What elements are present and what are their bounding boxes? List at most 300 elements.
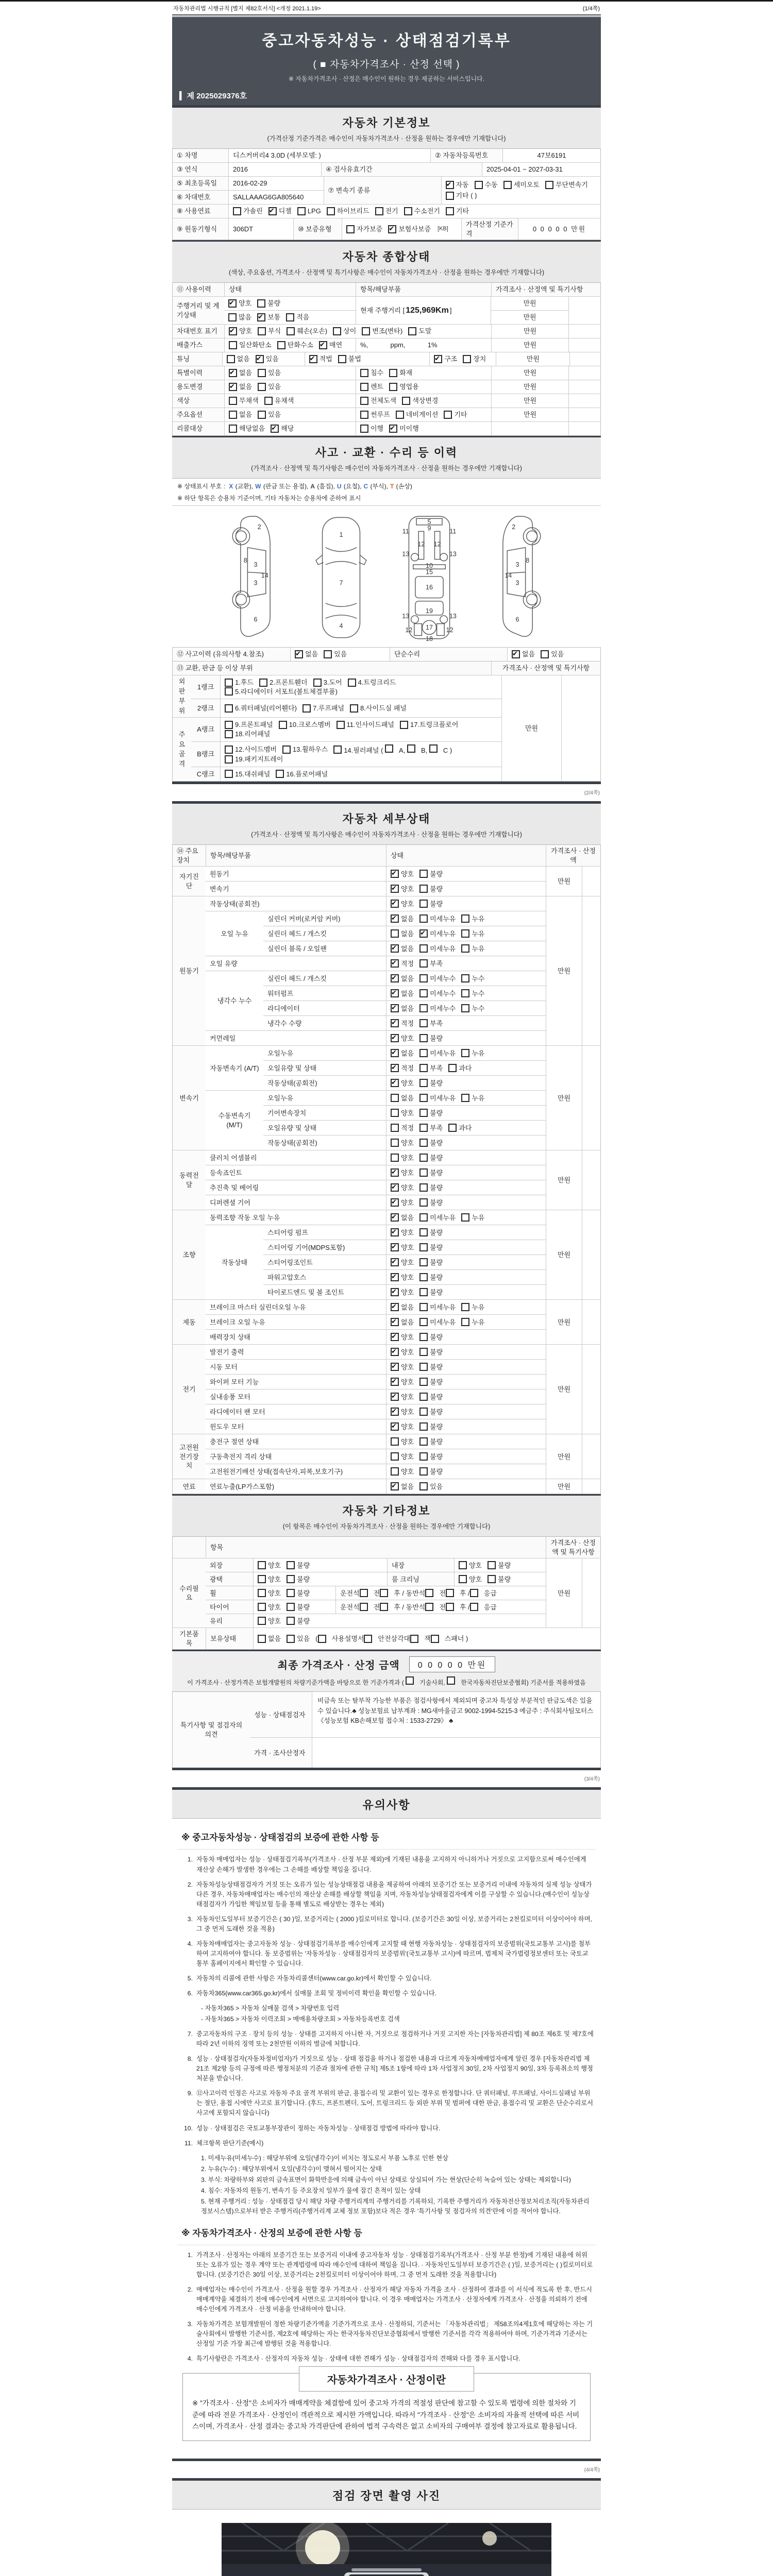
checkbox-item — [425, 1589, 433, 1597]
checkbox[interactable] — [391, 1124, 399, 1132]
other-info-table — [172, 1537, 601, 1650]
checkbox[interactable] — [425, 1589, 433, 1597]
checkbox[interactable] — [258, 383, 266, 391]
checkbox[interactable] — [360, 397, 368, 405]
checkbox-checked[interactable] — [391, 1482, 399, 1490]
checkbox-checked[interactable] — [256, 355, 264, 363]
checkbox[interactable] — [303, 704, 311, 713]
checkbox[interactable] — [541, 650, 549, 658]
checkbox[interactable] — [257, 299, 265, 308]
item-label: 등속죠인트 — [210, 1168, 242, 1177]
notice-item-number: 3. — [187, 1915, 193, 1923]
checkbox[interactable] — [419, 1243, 428, 1251]
checkbox[interactable] — [287, 327, 295, 335]
checkbox-item — [346, 225, 382, 234]
checkbox-checked[interactable] — [391, 900, 399, 908]
text-fragment: A, — [399, 746, 407, 754]
checkbox[interactable] — [282, 745, 291, 754]
checkbox[interactable] — [461, 914, 469, 923]
checkbox[interactable] — [338, 355, 346, 363]
checkbox-label: 없음 — [401, 1213, 414, 1222]
checkbox-item — [391, 1258, 414, 1267]
checkbox[interactable] — [297, 207, 306, 215]
status-checks — [386, 971, 546, 986]
checkbox-label: 전기 — [385, 207, 398, 215]
checkbox-checked[interactable] — [391, 989, 399, 997]
legend-desc: (손상) — [394, 483, 412, 490]
device-row — [206, 1449, 546, 1464]
notice-item-text: 중고자동차의 구조 · 장치 등의 성능 · 상태를 고지하지 아니한 자, 거짓으로 점검하거나 거짓 고지한 자는 [자동차관리법] 제 80조 제6호 및 제7호에 따라 2년 이하의 징역 또는 2천만원 이하의 벌금에 처합니다. — [196, 2030, 594, 2048]
checkbox[interactable] — [233, 207, 241, 215]
checkbox[interactable] — [225, 687, 233, 696]
rank-items — [220, 699, 501, 717]
checkbox-checked[interactable] — [229, 327, 237, 335]
checkbox[interactable] — [419, 1124, 428, 1132]
item-label: 타이로드엔드 및 볼 조인트 — [267, 1288, 344, 1296]
item-label: 기어변속장치 — [267, 1109, 307, 1117]
checkbox[interactable] — [419, 1079, 428, 1087]
checkbox[interactable] — [419, 1348, 428, 1356]
checkbox-item — [402, 396, 438, 405]
checkbox[interactable] — [419, 1288, 428, 1296]
checkbox-label: 자동 — [456, 180, 469, 189]
item-label: 동력조향 작동 오일 누유 — [210, 1213, 280, 1222]
checkbox[interactable] — [461, 1303, 469, 1311]
checkbox[interactable] — [461, 1004, 469, 1012]
checkbox[interactable] — [337, 721, 345, 729]
checkbox[interactable] — [461, 929, 469, 938]
item-label: 변속기 — [210, 885, 229, 893]
checkbox[interactable] — [228, 313, 237, 321]
checkbox[interactable] — [419, 989, 428, 997]
checkbox[interactable] — [348, 679, 356, 687]
checkbox-checked[interactable] — [391, 1422, 399, 1431]
checkbox-checked[interactable] — [268, 207, 277, 215]
checkbox[interactable] — [258, 1617, 266, 1625]
checkbox-item — [287, 1589, 310, 1598]
checkbox-item — [228, 313, 251, 322]
checkbox[interactable] — [346, 225, 355, 233]
checkbox[interactable] — [419, 1228, 428, 1236]
checkbox-item — [258, 1589, 281, 1598]
checkbox[interactable] — [259, 679, 267, 687]
checkbox-checked[interactable] — [434, 355, 442, 363]
svg-text:12: 12 — [417, 540, 425, 548]
checkbox-checked[interactable] — [512, 650, 520, 658]
item-label: 실린더 헤드 / 개스킷 — [267, 974, 327, 982]
device-rows — [206, 1210, 546, 1299]
checkbox-checked[interactable] — [391, 1258, 399, 1266]
device-subgroup — [206, 1046, 546, 1090]
panel-item — [225, 730, 270, 739]
checkbox-checked[interactable] — [389, 425, 397, 433]
checkbox[interactable] — [419, 1333, 428, 1341]
checkbox[interactable] — [461, 1318, 469, 1326]
checkbox-checked[interactable] — [309, 355, 317, 363]
checkbox-checked[interactable] — [257, 313, 265, 321]
notice-item — [179, 2354, 594, 2364]
checkbox[interactable] — [360, 411, 368, 419]
checkbox[interactable] — [419, 1273, 428, 1281]
checkbox[interactable] — [391, 1467, 399, 1476]
checkbox-checked[interactable] — [391, 1348, 399, 1356]
checkbox[interactable] — [419, 914, 428, 923]
checkbox[interactable] — [258, 1589, 266, 1597]
checkbox-checked[interactable] — [391, 1363, 399, 1371]
checkbox[interactable] — [419, 1393, 428, 1401]
checkbox[interactable] — [446, 1589, 454, 1597]
checkbox[interactable] — [225, 730, 233, 738]
checkbox-item — [461, 944, 484, 954]
checkbox[interactable] — [391, 1452, 399, 1461]
checkbox-label: 없음 — [401, 929, 414, 938]
checkbox[interactable] — [391, 1154, 399, 1162]
checkbox-item — [391, 1154, 414, 1163]
text-fragment: 운전석 — [340, 1589, 360, 1597]
checkbox-label: 적법 — [319, 355, 332, 363]
checkbox[interactable] — [333, 327, 341, 335]
price-appraisal-info-box — [182, 2373, 591, 2441]
checkbox[interactable] — [419, 1109, 428, 1117]
checkbox-item — [391, 1019, 414, 1028]
checkbox-checked[interactable] — [391, 885, 399, 893]
checkbox[interactable] — [229, 341, 237, 349]
checkbox[interactable] — [419, 870, 428, 878]
checkbox-item — [271, 424, 294, 433]
checkbox[interactable] — [406, 1676, 414, 1685]
checkbox-item — [338, 354, 361, 364]
checkbox[interactable] — [258, 1575, 266, 1583]
checkbox-label: 유채색 — [274, 397, 294, 405]
checkbox[interactable] — [419, 974, 428, 982]
checkbox-item — [258, 382, 281, 392]
checkbox[interactable] — [461, 944, 469, 953]
checkbox[interactable] — [503, 181, 512, 189]
checkbox[interactable] — [488, 1561, 496, 1569]
checkbox-label: 수동 — [484, 180, 498, 189]
checkbox[interactable] — [419, 1258, 428, 1266]
subgroup-rows — [263, 1046, 546, 1090]
checkbox-checked[interactable] — [391, 1303, 399, 1311]
item-label: 실린더 블록 / 오일팬 — [267, 944, 327, 953]
checkbox[interactable] — [419, 959, 428, 968]
checkbox[interactable] — [419, 1154, 428, 1162]
checkbox[interactable] — [391, 929, 399, 938]
checkbox-checked[interactable] — [391, 1034, 399, 1042]
checkbox[interactable] — [545, 181, 553, 189]
checkbox-label: 불량 — [430, 1288, 443, 1296]
checkbox-checked[interactable] — [228, 299, 237, 308]
checkbox-label: 누유 — [472, 944, 485, 953]
checkbox[interactable] — [258, 369, 266, 377]
checkbox-checked[interactable] — [295, 650, 303, 658]
checkbox[interactable] — [446, 192, 454, 200]
checkbox[interactable] — [461, 1094, 469, 1102]
checkbox[interactable] — [404, 207, 412, 215]
checkbox-checked[interactable] — [391, 1393, 399, 1401]
checkbox-item — [419, 1034, 443, 1043]
checkbox[interactable] — [461, 1213, 469, 1222]
rank-rows — [191, 718, 501, 781]
checkbox[interactable] — [380, 1589, 388, 1597]
checkbox[interactable] — [419, 1183, 428, 1192]
checkbox[interactable] — [447, 1676, 455, 1685]
checkbox-checked[interactable] — [391, 959, 399, 968]
checkbox-checked[interactable] — [391, 1243, 399, 1251]
checkbox-checked[interactable] — [391, 974, 399, 982]
checkbox[interactable] — [227, 355, 235, 363]
checkbox[interactable] — [229, 397, 237, 405]
checkbox[interactable] — [470, 1603, 478, 1611]
checkbox[interactable] — [287, 1575, 295, 1583]
checkbox[interactable] — [431, 1635, 439, 1643]
panel-item-label — [344, 744, 452, 755]
checkbox[interactable] — [470, 1589, 478, 1597]
checkbox-item — [459, 1575, 482, 1584]
notice-item-number: 1. — [187, 2251, 193, 2259]
checkbox-checked[interactable] — [388, 225, 396, 233]
checkbox-checked[interactable] — [391, 1408, 399, 1416]
checkbox-item — [391, 1079, 414, 1088]
status-checks — [222, 352, 305, 366]
checkbox[interactable] — [225, 721, 233, 729]
checkbox-checked[interactable] — [391, 1378, 399, 1386]
checkbox[interactable] — [419, 1303, 428, 1311]
checkbox[interactable] — [419, 1198, 428, 1207]
checkbox-item — [407, 744, 415, 753]
checkbox-checked[interactable] — [391, 1273, 399, 1281]
checkbox[interactable] — [475, 181, 483, 189]
device-rows — [206, 1434, 546, 1479]
accident-history-checks — [290, 648, 390, 661]
checkbox-checked[interactable] — [391, 1079, 399, 1087]
checkbox[interactable] — [419, 1482, 428, 1490]
checkbox[interactable] — [225, 770, 233, 778]
checkbox[interactable] — [419, 885, 428, 893]
checkbox-item — [287, 1575, 310, 1584]
checkbox-checked[interactable] — [319, 341, 327, 349]
checkbox-label: 양호 — [401, 1422, 414, 1431]
checkbox-item — [258, 1617, 281, 1626]
checkbox[interactable] — [419, 1422, 428, 1431]
checkbox[interactable] — [402, 397, 410, 405]
status-checks — [386, 1031, 546, 1045]
checkbox[interactable] — [327, 207, 335, 215]
checkbox[interactable] — [446, 1603, 454, 1611]
checkbox[interactable] — [396, 411, 404, 419]
checkbox[interactable] — [419, 1094, 428, 1102]
checkbox[interactable] — [287, 1603, 295, 1611]
checkbox-item — [360, 396, 396, 405]
notice-item-text: 특기사항란은 가격조사 · 산정자의 자동차 성능 · 상태에 대한 견해가 성능 · 상태점검자의 견해와 다를 경우 표시합니다. — [196, 2355, 520, 2363]
checkbox[interactable] — [389, 369, 397, 377]
checkbox[interactable] — [448, 1124, 457, 1132]
checkbox[interactable] — [419, 1139, 428, 1147]
text-fragment: ] — [449, 306, 452, 314]
checkbox-checked[interactable] — [391, 1049, 399, 1057]
checkbox[interactable] — [410, 1635, 418, 1643]
checkbox[interactable] — [324, 650, 332, 658]
checkbox[interactable] — [407, 744, 415, 753]
checkbox[interactable] — [229, 411, 237, 419]
checkbox[interactable] — [391, 1109, 399, 1117]
checkbox[interactable] — [463, 355, 471, 363]
checkbox-checked[interactable] — [391, 1333, 399, 1341]
checkbox[interactable] — [419, 1213, 428, 1222]
checkbox[interactable] — [364, 1635, 372, 1643]
checkbox[interactable] — [258, 1635, 266, 1643]
checkbox[interactable] — [419, 1467, 428, 1476]
notice-sec1-title: ※ 중고자동차성능 · 상태점검의 보증에 관한 사항 등 — [177, 1822, 596, 1850]
basic-items-row — [173, 1628, 600, 1649]
checkbox[interactable] — [276, 770, 284, 778]
checkbox[interactable] — [425, 1603, 433, 1611]
checkbox[interactable] — [264, 397, 273, 405]
checkbox[interactable] — [360, 1603, 368, 1611]
checkbox-checked[interactable] — [391, 1228, 399, 1236]
device-group-동력전달 — [173, 1150, 600, 1210]
checkbox-label: 불량 — [498, 1561, 511, 1569]
checkbox-label: 누유 — [472, 929, 485, 938]
checkbox[interactable] — [258, 1561, 266, 1569]
checkbox[interactable] — [391, 1139, 399, 1147]
checkbox[interactable] — [287, 1635, 295, 1643]
notice-item-subtext: 2. 누유(누수) : 해당부위에서 오일(냉각수)이 맺혀서 떨어지는 상태 — [201, 2165, 382, 2173]
overall-row-튜닝 — [173, 352, 600, 366]
note-cell — [582, 896, 600, 1045]
checkbox[interactable] — [385, 744, 393, 753]
checkbox-label: 없음 — [239, 369, 253, 377]
checkbox[interactable] — [419, 1049, 428, 1057]
note-cell — [582, 1150, 600, 1210]
checkbox-item — [258, 368, 281, 378]
checkbox[interactable] — [419, 1318, 428, 1326]
checkbox-label: 양호 — [268, 1603, 281, 1611]
checkbox-label: 구조 — [444, 355, 458, 363]
checkbox-item — [410, 1635, 418, 1643]
checkbox[interactable] — [258, 1603, 266, 1611]
checkbox-checked[interactable] — [271, 425, 279, 433]
checkbox[interactable] — [360, 1589, 368, 1597]
checkbox[interactable] — [446, 207, 454, 215]
checkbox[interactable] — [459, 1575, 467, 1583]
checkbox-label: 없음 — [401, 989, 414, 997]
checkbox-item — [419, 1139, 443, 1148]
checkbox-checked[interactable] — [229, 369, 237, 377]
checkbox-checked[interactable] — [391, 1168, 399, 1177]
checkbox[interactable] — [419, 1004, 428, 1012]
checkbox[interactable] — [459, 1561, 467, 1569]
checkbox[interactable] — [225, 679, 233, 687]
checkbox[interactable] — [448, 1064, 457, 1072]
checkbox[interactable] — [375, 207, 383, 215]
checkbox[interactable] — [419, 1452, 428, 1461]
checkbox[interactable] — [391, 1437, 399, 1446]
price-amount-cell: 만원 — [546, 1558, 582, 1628]
checkbox[interactable] — [277, 341, 285, 349]
checkbox[interactable] — [318, 1635, 326, 1643]
checkbox[interactable] — [360, 369, 368, 377]
checkbox-checked[interactable] — [391, 1019, 399, 1027]
checkbox[interactable] — [400, 721, 408, 729]
checkbox-checked[interactable] — [391, 1064, 399, 1072]
checkbox[interactable] — [461, 989, 469, 997]
checkbox[interactable] — [380, 1603, 388, 1611]
svg-text:19: 19 — [426, 607, 433, 615]
checkbox[interactable] — [286, 313, 294, 321]
checkbox[interactable] — [419, 1437, 428, 1446]
column-header: 항목/해당부품 — [356, 283, 491, 296]
checkbox[interactable] — [429, 744, 438, 753]
checkbox-label: 미세누유 — [430, 1303, 456, 1311]
checkbox[interactable] — [444, 411, 452, 419]
checkbox[interactable] — [419, 944, 428, 953]
checkbox[interactable] — [225, 755, 233, 764]
checkbox[interactable] — [488, 1575, 496, 1583]
checkbox[interactable] — [419, 1168, 428, 1177]
checkbox[interactable] — [419, 1064, 428, 1072]
checkbox-checked[interactable] — [446, 181, 454, 189]
legend-symbol: X — [229, 483, 233, 490]
checkbox[interactable] — [419, 1363, 428, 1371]
checkbox[interactable] — [258, 411, 266, 419]
legend-symbol: U — [337, 483, 342, 490]
checkbox-checked[interactable] — [391, 914, 399, 923]
checkbox[interactable] — [419, 1019, 428, 1027]
checkbox[interactable] — [391, 1094, 399, 1102]
checkbox[interactable] — [419, 900, 428, 908]
svg-text:8: 8 — [243, 556, 247, 564]
checkbox[interactable] — [419, 1378, 428, 1386]
checkbox[interactable] — [287, 1561, 295, 1569]
checkbox[interactable] — [229, 425, 237, 433]
checkbox[interactable] — [408, 327, 416, 335]
checkbox[interactable] — [419, 1034, 428, 1042]
checkbox[interactable] — [225, 745, 233, 754]
device-row — [206, 867, 546, 881]
checkbox[interactable] — [225, 704, 233, 713]
checkbox[interactable] — [360, 383, 368, 391]
checkbox[interactable] — [419, 1408, 428, 1416]
checkbox-checked[interactable] — [391, 1318, 399, 1326]
checkbox-checked[interactable] — [391, 1198, 399, 1207]
checkbox-checked[interactable] — [229, 383, 237, 391]
checkbox-checked[interactable] — [391, 1004, 399, 1012]
checkbox-checked[interactable] — [391, 1213, 399, 1222]
checkbox[interactable] — [287, 1617, 295, 1625]
checkbox-checked[interactable] — [391, 870, 399, 878]
checkbox[interactable] — [461, 1049, 469, 1057]
device-subgroup — [206, 1225, 546, 1299]
checkbox[interactable] — [258, 327, 266, 335]
checkbox[interactable] — [350, 704, 358, 713]
checkbox-checked[interactable] — [391, 1183, 399, 1192]
checkbox[interactable] — [333, 745, 342, 754]
checkbox-checked[interactable] — [391, 1288, 399, 1296]
checkbox-checked[interactable] — [419, 929, 428, 938]
checkbox[interactable] — [360, 425, 368, 433]
checkbox[interactable] — [362, 327, 370, 335]
checkbox[interactable] — [313, 679, 322, 687]
checkbox-label: 불량 — [430, 1198, 443, 1207]
checkbox[interactable] — [389, 383, 397, 391]
checkbox[interactable] — [279, 721, 287, 729]
item-label: 작동상태(공회전) — [210, 900, 260, 908]
checkbox[interactable] — [461, 974, 469, 982]
checkbox-checked[interactable] — [391, 944, 399, 953]
text-fragment: 전 — [439, 1589, 446, 1597]
checkbox[interactable] — [287, 1589, 295, 1597]
